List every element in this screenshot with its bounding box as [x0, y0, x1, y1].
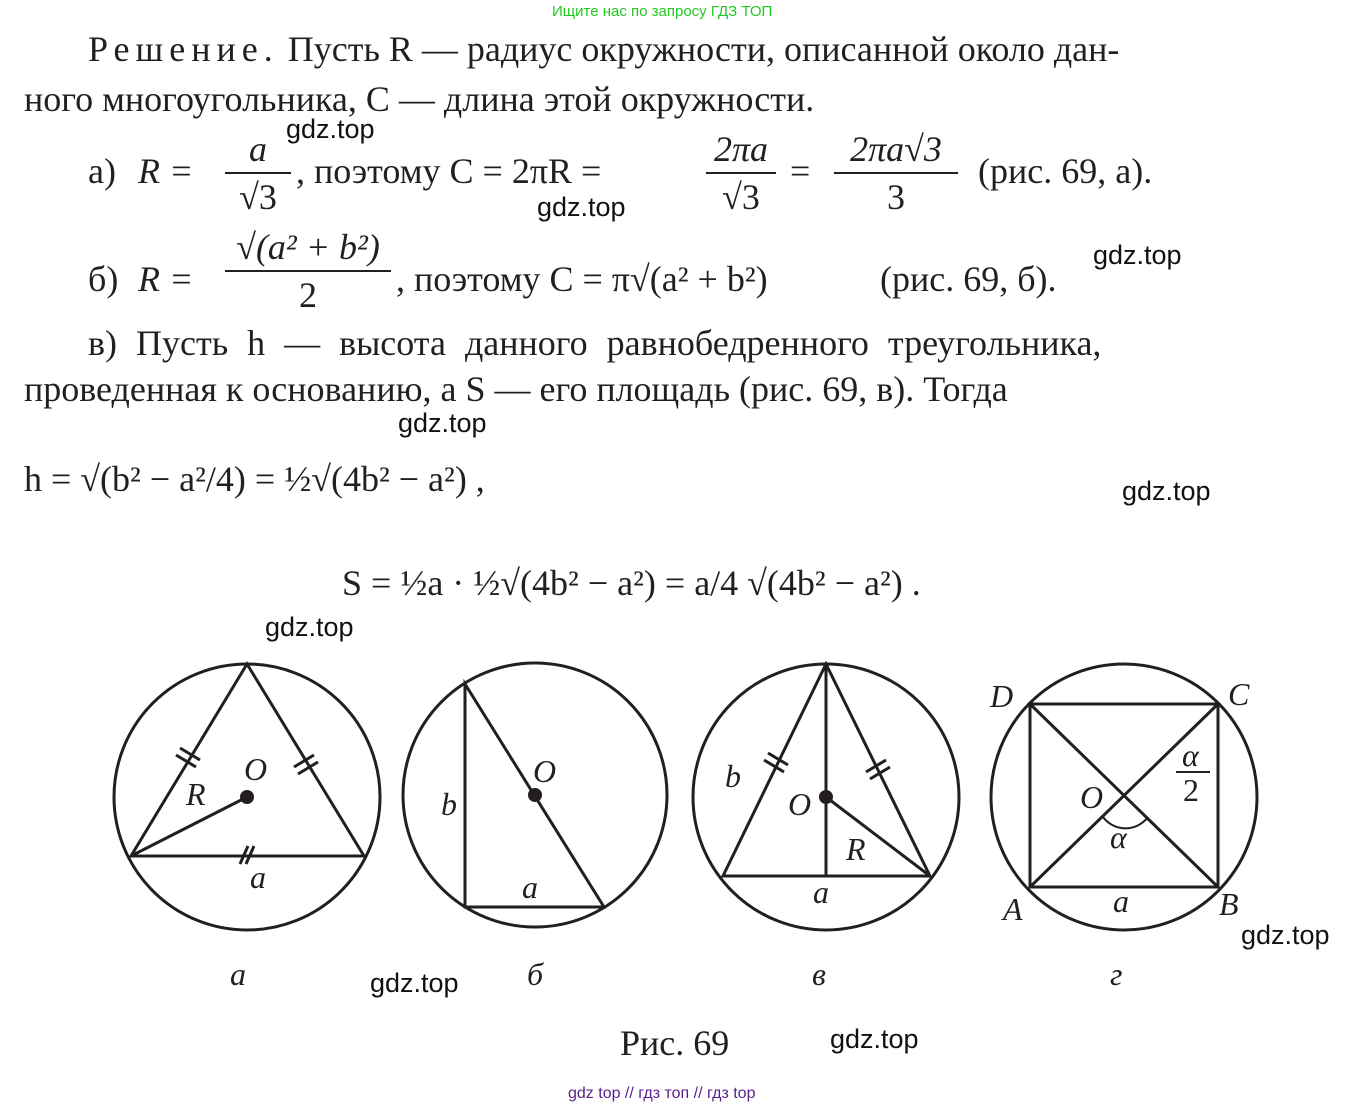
fig-a-label-r: R [186, 776, 206, 812]
fig-g-label-a-vertex: A [1003, 891, 1023, 927]
part-b-frac-den: 2 [299, 275, 317, 315]
fig-g-label-d: D [990, 678, 1014, 714]
fig-g-label-alpha: α [1110, 819, 1127, 855]
part-b-frac-num: √(a² + b²) [236, 227, 380, 267]
fig-v-label-o: O [788, 786, 812, 822]
part-v-line-2: проведенная к основанию, а S — его площадь (рис. 69, в). Тогда [24, 369, 1008, 409]
fig-g-label-half-den: 2 [1183, 772, 1199, 808]
watermark: gdz.top [1241, 920, 1330, 950]
fig-a-center-dot [240, 790, 254, 804]
part-b-label: б) [88, 259, 119, 299]
search-hint-link[interactable]: Ищите нас по запросу ГДЗ ТОП [552, 3, 773, 20]
fig-a-label-a: a [250, 859, 266, 895]
part-b-lhs: R = [138, 259, 194, 299]
part-a-frac-2-num: 2πa [713, 129, 769, 169]
fig-g-label-o: O [1080, 779, 1104, 815]
watermark: gdz.top [398, 408, 487, 438]
solution-line-1 [88, 28, 1119, 70]
sublabel-v: в [812, 956, 826, 992]
part-a-frac-2 [706, 128, 776, 218]
fig-g-label-b-vertex: B [1219, 886, 1239, 922]
figure-69 [0, 640, 1366, 1020]
solution-word: Решение. [88, 29, 279, 69]
fig-g-label-half-num: α [1182, 737, 1199, 773]
part-a-eq: = [790, 151, 811, 191]
part-a-lhs: R = [138, 151, 194, 191]
part-a-mid: , поэтому C = 2πR = [296, 151, 602, 191]
fig-v-label-a: a [813, 874, 829, 910]
s-formula: S = ½a · ½√(4b² − a²) = a/4 √(4b² − a²) . [342, 563, 921, 603]
watermark: gdz.top [286, 114, 375, 144]
fig-a-label-o: O [244, 751, 268, 787]
fig-v-label-r: R [846, 831, 866, 867]
sublabel-b: б [527, 956, 544, 992]
footer-links[interactable]: gdz top // гдз топ // гдз top [568, 1085, 756, 1102]
part-b-ref: (рис. 69, б). [880, 259, 1057, 299]
part-a-frac-3-den: 3 [887, 177, 905, 217]
fig-b-center-dot [528, 788, 542, 802]
fig-g-label-c: C [1228, 676, 1250, 712]
watermark: gdz.top [265, 612, 354, 642]
sublabel-g: г [1110, 956, 1123, 992]
part-a-ref: (рис. 69, а). [978, 151, 1153, 191]
fig-v-center-dot [819, 790, 833, 804]
h-formula: h = √(b² − a²/4) = ½√(4b² − a²) , [24, 459, 485, 499]
part-a-frac-3 [834, 128, 958, 218]
sublabel-a: а [230, 956, 246, 992]
fig-b-label-o: O [533, 753, 557, 789]
part-b-mid: , поэтому C = π√(a² + b²) [396, 259, 768, 299]
part-b-frac [225, 226, 391, 316]
fig-b-label-a: a [522, 869, 538, 905]
fig-b-label-b: b [441, 786, 457, 822]
figure-caption: Рис. 69 [620, 1023, 730, 1063]
part-a-frac-1-den: √3 [239, 177, 277, 217]
part-a-label: а) [88, 151, 116, 191]
watermark: gdz.top [830, 1024, 919, 1054]
solution-line-2: ного многоугольника, C — длина этой окружности. [24, 79, 815, 119]
fig-v-radius [826, 797, 930, 876]
fig-v-label-b: b [725, 758, 741, 794]
watermark: gdz.top [1093, 240, 1182, 270]
watermark: gdz.top [537, 192, 626, 222]
part-a-frac-2-den: √3 [722, 177, 760, 217]
part-a-frac-3-num: 2πa√3 [850, 129, 942, 169]
part-a-frac-1 [225, 128, 291, 218]
part-a-frac-1-num: a [249, 129, 267, 169]
solution-line-1-rest: Пусть R — радиус окружности, описанной около дан- [287, 29, 1120, 69]
watermark: gdz.top [370, 968, 459, 998]
watermark: gdz.top [1122, 476, 1211, 506]
part-v-line-1: в) Пусть h — высота данного равнобедренного треугольника, [88, 323, 1102, 363]
fig-g-label-side-a: a [1113, 883, 1129, 919]
